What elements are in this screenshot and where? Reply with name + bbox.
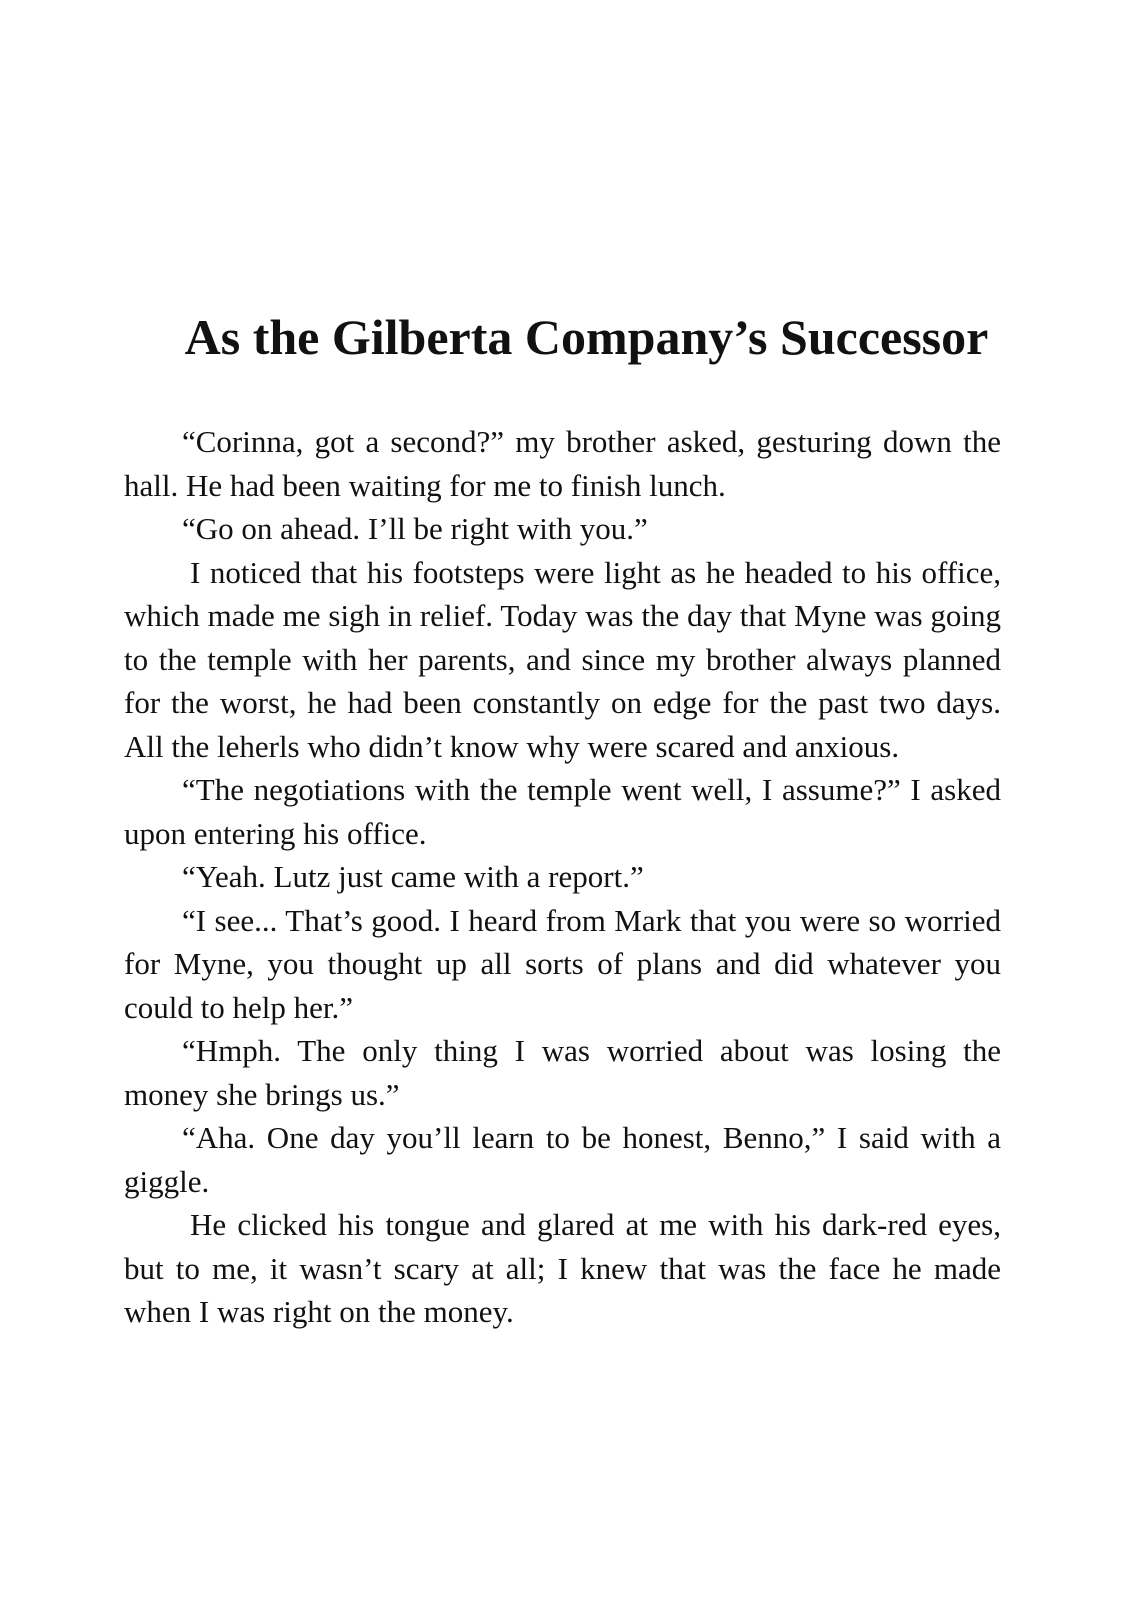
paragraph: “I see... That’s good. I heard from Mark that you were so worried for Myne, you thought up all sorts of plans and did whatever you could to help her.” (124, 902, 1001, 1025)
paragraph: “Go on ahead. I’ll be right with you.” (182, 511, 648, 546)
paragraph: “Hmph. The only thing I was worried about was losing the money she brings us.” (124, 1033, 1001, 1112)
paragraph: “Yeah. Lutz just came with a report.” (182, 859, 644, 894)
chapter-body (124, 420, 1001, 1334)
chapter-title: As the Gilberta Company’s Successor (184, 309, 989, 365)
paragraph: “The negotiations with the temple went well, I assume?” I asked upon entering his office. (124, 772, 1001, 851)
paragraph: He clicked his tongue and glared at me with his dark-red eyes, but to me, it wasn’t scary at all; I knew that was the face he made when I was right on the money. (124, 1207, 1001, 1329)
paragraph: “Aha. One day you’ll learn to be honest, Benno,” I said with a giggle. (124, 1120, 1001, 1199)
paragraph: “Corinna, got a second?” my brother asked, gesturing down the hall. He had been waiting for me to finish lunch. (124, 424, 1001, 503)
paragraph: I noticed that his footsteps were light as he headed to his office, which made me sigh in relief. Today was the day that Myne was going to the temple with her parents, and since my brother always planned for the worst, he had been constantly on edge for the past two days. All the leherls who didn’t know why were scared and anxious. (124, 554, 1001, 764)
